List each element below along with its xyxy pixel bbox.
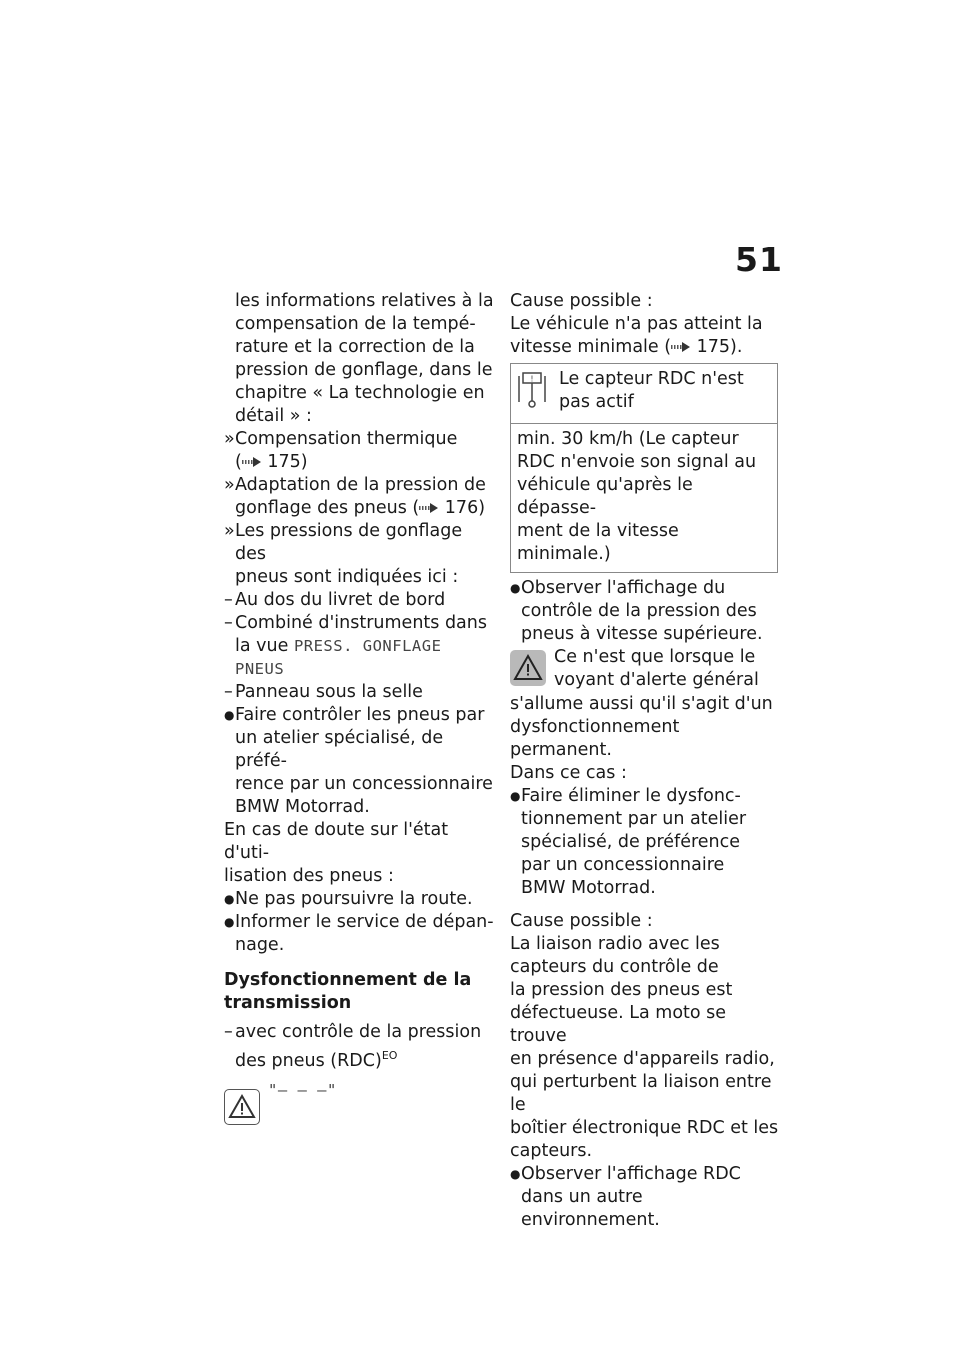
bullet-item — [224, 888, 494, 911]
display-text: PRESS. GONFLAGE — [293, 637, 442, 655]
reference-arrow-icon — [671, 342, 691, 352]
text-line: Combiné d'instruments dans — [235, 613, 487, 633]
ref-page: 175) — [267, 452, 308, 472]
text-line: en présence d'appareils radio, — [510, 1049, 775, 1069]
text-line: Le capteur RDC n'est — [559, 369, 744, 389]
text-line: s'allume aussi qu'il s'agit d'un — [510, 694, 773, 714]
text-line: BMW Motorrad. — [521, 878, 656, 898]
text-line: capteurs. — [510, 1141, 593, 1161]
bullet-item — [510, 785, 780, 900]
text-line: défectueuse. La moto se trouve — [510, 1003, 727, 1046]
text-line: spécialisé, de préférence — [521, 832, 741, 852]
text-line: détail » : — [235, 406, 312, 426]
text-line: Faire éliminer le dysfonc- — [521, 786, 741, 806]
svg-text:!: ! — [530, 374, 534, 384]
dash-item — [224, 612, 494, 681]
ref-text: gonflage des pneus ( — [235, 498, 420, 518]
ref-text: Adaptation de la pression de — [235, 475, 486, 495]
warning-triangle-icon — [224, 1089, 260, 1125]
text-line: Informer le service de dépan- — [235, 912, 494, 932]
ref-marker: » — [224, 429, 235, 449]
general-warning-note — [510, 646, 780, 693]
bullet-marker: ● — [510, 789, 521, 803]
left-column — [224, 290, 494, 1132]
bullet-marker: ● — [224, 915, 235, 929]
text-line: la pression des pneus est — [510, 980, 733, 1000]
cause-label: Cause possible : — [510, 291, 653, 311]
warning-triangle-icon — [510, 650, 546, 686]
text-line: nage. — [235, 935, 285, 955]
text-line: un atelier spécialisé, de préfé- — [235, 728, 444, 771]
ref-marker: » — [224, 521, 235, 541]
ref-marker: » — [224, 475, 235, 495]
text-line: ment de la vitesse minimale.) — [517, 521, 679, 564]
text-line: lisation des pneus : — [224, 866, 394, 886]
ref-text: Compensation thermique — [235, 429, 458, 449]
dash-marker: – — [224, 682, 233, 702]
text-line: qui perturbent la liaison entre le — [510, 1072, 772, 1115]
text-line: tionnement par un atelier — [521, 809, 747, 829]
cause-paragraph — [510, 933, 780, 1163]
ref-page: 176) — [444, 498, 486, 518]
intro-paragraph — [224, 290, 494, 428]
section-heading — [224, 969, 494, 1015]
text-line: RDC n'envoie son signal au — [517, 452, 757, 472]
text-line: les informations relatives à la — [235, 291, 494, 311]
text-line: Le véhicule n'a pas atteint la — [510, 314, 763, 334]
text-line: pas actif — [559, 392, 634, 412]
page-number: 51 — [735, 240, 783, 279]
text-line: compensation de la tempé- — [235, 314, 476, 334]
dash-marker: – — [224, 613, 233, 633]
text-line: par un concessionnaire — [521, 855, 725, 875]
text-line: Panneau sous la selle — [235, 682, 423, 702]
text-line: Dans ce cas : — [510, 763, 627, 783]
cause-label: Cause possible : — [510, 911, 653, 931]
ref-paren: ( — [235, 452, 242, 472]
bullet-item — [224, 911, 494, 957]
text-line: véhicule qu'après le dépasse- — [517, 475, 693, 518]
text-line: Ne pas poursuivre la route. — [235, 889, 473, 909]
dash-marker: – — [224, 590, 233, 610]
text-line: chapitre « La technologie en — [235, 383, 485, 403]
dash-item — [224, 589, 494, 612]
text-line: rature et la correction de la — [235, 337, 475, 357]
text-line: min. 30 km/h (Le capteur — [517, 429, 739, 449]
text-line: vitesse minimale ( — [510, 337, 672, 357]
text-line: dysfonctionnement permanent. — [510, 717, 680, 760]
dash-item — [224, 1021, 494, 1073]
text-line: la vue — [235, 636, 294, 656]
doubt-paragraph — [224, 819, 494, 888]
ref-page: 175). — [696, 337, 743, 357]
ref-line[interactable] — [510, 336, 780, 359]
text-line: Observer l'affichage RDC — [521, 1164, 741, 1184]
text-line: avec contrôle de la pression — [235, 1022, 482, 1042]
warning-display-row — [224, 1079, 494, 1132]
text-line: pneus sont indiquées ici : — [235, 567, 459, 587]
text-line: BMW Motorrad. — [235, 797, 370, 817]
text-line: contrôle de la pression des — [521, 601, 757, 621]
text-line: pression de gonflage, dans le — [235, 360, 493, 380]
ref-item-thermal[interactable] — [224, 428, 494, 474]
text-line: Observer l'affichage du — [521, 578, 726, 598]
bullet-marker: ● — [510, 1167, 521, 1181]
superscript: EO — [381, 1049, 398, 1062]
text-line: transmission — [224, 993, 352, 1013]
text-line: boîtier électronique RDC et les — [510, 1118, 779, 1138]
text-line: dans un autre environnement. — [521, 1187, 660, 1230]
bullet-item — [224, 704, 494, 819]
display-text: "– – –" — [268, 1080, 337, 1099]
text-line: En cas de doute sur l'état d'uti- — [224, 820, 449, 863]
text-line: Les pressions de gonflage des — [235, 521, 463, 564]
text-line: des pneus (RDC) — [235, 1050, 382, 1071]
dash-item — [224, 681, 494, 704]
bullet-marker: ● — [510, 581, 521, 595]
pressures-item — [224, 520, 494, 589]
rdc-info-box-header — [511, 364, 777, 424]
tire-pressure-icon — [517, 368, 547, 410]
rdc-info-box-body — [511, 424, 777, 572]
text-line: La liaison radio avec les — [510, 934, 720, 954]
bullet-marker: ● — [224, 892, 235, 906]
ref-item-adaptation[interactable] — [224, 474, 494, 520]
reference-arrow-icon — [242, 457, 262, 467]
text-line: Ce n'est que lorsque le — [554, 647, 756, 667]
display-text: PNEUS — [235, 660, 285, 678]
text-line: Au dos du livret de bord — [235, 590, 446, 610]
text-line: pneus à vitesse supérieure. — [521, 624, 763, 644]
bullet-item — [510, 1163, 780, 1232]
text-line: rence par un concessionnaire — [235, 774, 493, 794]
text-line: voyant d'alerte général — [554, 670, 759, 690]
bullet-item — [510, 577, 780, 646]
right-column — [510, 290, 780, 1232]
rdc-info-box — [510, 363, 778, 573]
text-line: Faire contrôler les pneus par — [235, 705, 485, 725]
bullet-marker: ● — [224, 708, 235, 722]
text-line: Dysfonctionnement de la — [224, 970, 472, 990]
dash-marker: – — [224, 1022, 233, 1042]
reference-arrow-icon — [419, 503, 439, 513]
text-line: capteurs du contrôle de — [510, 957, 719, 977]
